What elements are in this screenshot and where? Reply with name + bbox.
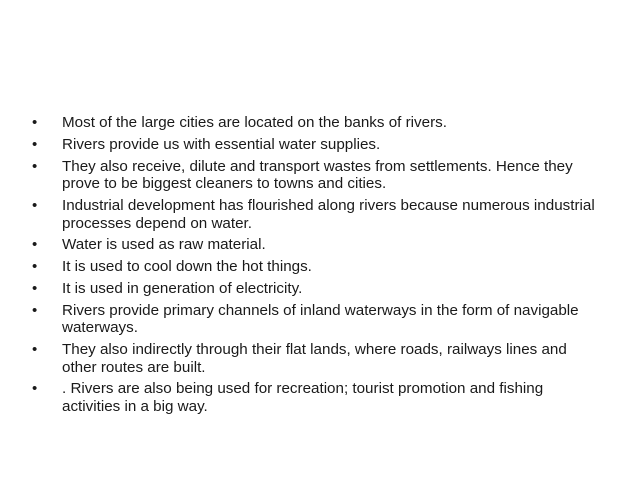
list-item: [32, 236, 602, 254]
bullet-text: They also indirectly through their flat lands, where roads, railways lines and other routes are built.: [62, 341, 567, 376]
list-item: [32, 197, 602, 232]
list-item: [32, 302, 602, 337]
bullet-icon: •: [32, 258, 38, 276]
bullet-text: Most of the large cities are located on the banks of rivers.: [62, 114, 447, 131]
bullet-icon: •: [32, 135, 38, 153]
bullet-icon: •: [32, 114, 38, 131]
list-item: [32, 258, 602, 276]
bullet-text: Water is used as raw material.: [62, 236, 266, 254]
list-item: [32, 136, 602, 154]
bullet-text: Rivers provide us with essential water supplies.: [62, 135, 381, 153]
list-item: [32, 380, 602, 415]
list-item: [32, 341, 602, 376]
bullet-text: . Rivers are also being used for recreation; tourist promotion and fishing activities in a big way.: [62, 380, 544, 415]
bullet-icon: •: [32, 157, 38, 175]
bullet-icon: •: [32, 279, 38, 297]
bullet-text: They also receive, dilute and transport wastes from settlements. Hence they prove to be biggest cleaners to towns and cities.: [62, 157, 573, 193]
bullet-text: Rivers provide primary channels of inland waterways in the form of navigable waterways.: [62, 301, 579, 337]
list-item: [32, 114, 602, 132]
bullet-list: [32, 114, 602, 420]
bullet-icon: •: [32, 380, 38, 398]
bullet-text: Industrial development has flourished along rivers because numerous industrial processes depend on water.: [62, 196, 595, 232]
list-item: [32, 280, 602, 298]
bullet-text: It is used in generation of electricity.: [62, 279, 303, 297]
bullet-text: It is used to cool down the hot things.: [62, 258, 312, 276]
bullet-icon: •: [32, 341, 38, 359]
list-item: [32, 158, 602, 193]
bullet-icon: •: [32, 301, 38, 319]
bullet-icon: •: [32, 236, 38, 254]
bullet-icon: •: [32, 196, 38, 214]
